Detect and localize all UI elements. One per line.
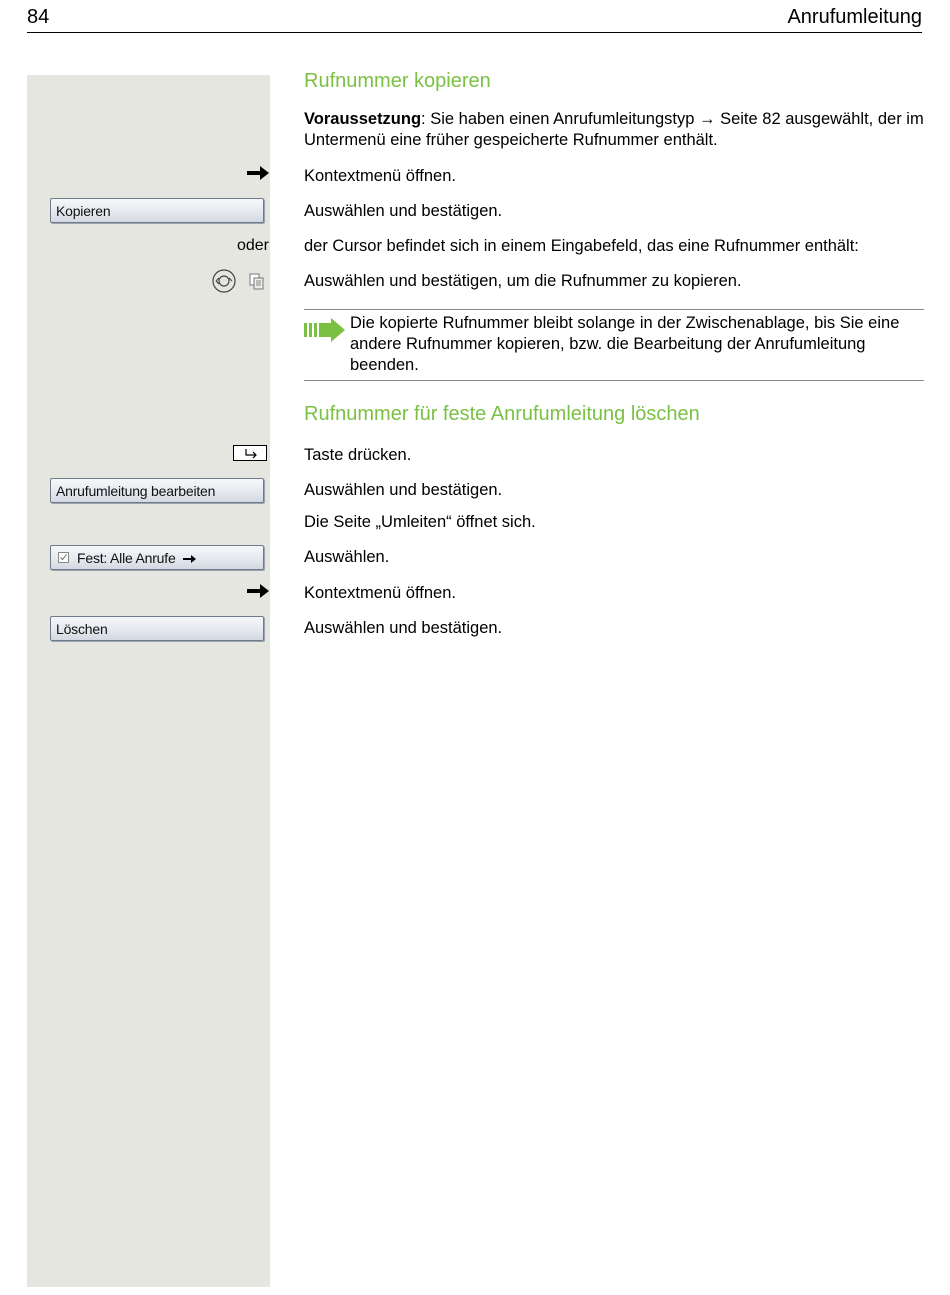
fest-label: Fest: Alle Anrufe: [77, 550, 176, 566]
note-arrow-icon: [304, 318, 346, 347]
kopieren-label: Kopieren: [56, 203, 111, 219]
note-rule-top: [304, 309, 924, 310]
copy-icon: [249, 273, 265, 296]
step-select-confirm-2: Auswählen und bestätigen.: [304, 481, 503, 499]
header-rule: [27, 32, 922, 33]
step-page-opens: Die Seite „Umleiten“ öffnet sich.: [304, 513, 536, 531]
step-cursor-field: der Cursor befindet sich in einem Eingabefeld, das eine Rufnummer enthält:: [304, 237, 859, 255]
step-select-confirm-3: Auswählen und bestätigen.: [304, 619, 503, 637]
step-select: Auswählen.: [304, 548, 390, 566]
step-context-menu-2: Kontextmenü öffnen.: [304, 584, 456, 602]
loeschen-label: Löschen: [56, 621, 108, 637]
page-title: Anrufumleitung: [787, 6, 922, 28]
kopieren-button[interactable]: [50, 198, 264, 223]
prerequisite-text: [304, 109, 924, 151]
checkbox-icon: [58, 552, 69, 563]
note-text: Die kopierte Rufnummer bleibt solange in der Zwischenablage, bis Sie eine andere Rufnummer kopieren, bzw. die Bearbeitung der Anrufumleitung beenden.: [350, 314, 900, 374]
step-context-menu: Kontextmenü öffnen.: [304, 167, 456, 185]
section-heading-copy: Rufnummer kopieren: [304, 70, 491, 92]
prerequisite-body: : Sie haben einen Anrufumleitungstyp → Seite 82 ausgewählt, der im Untermenü eine früher gespeicherte Rufnummer enthält.: [304, 110, 924, 149]
section-heading-delete: Rufnummer für feste Anrufumleitung löschen: [304, 403, 700, 425]
forward-key-icon: [233, 445, 267, 466]
page-number: 84: [27, 6, 50, 28]
anrufumleitung-bearbeiten-button[interactable]: [50, 478, 264, 503]
step-copy-number: Auswählen und bestätigen, um die Rufnummer zu kopieren.: [304, 272, 742, 290]
prerequisite-label: Voraussetzung: [304, 110, 422, 128]
note-rule-bottom: [304, 380, 924, 381]
arrow-right-icon-2: [246, 582, 270, 604]
fest-alle-anrufe-button[interactable]: [50, 545, 264, 570]
bearbeiten-label: Anrufumleitung bearbeiten: [56, 483, 216, 499]
step-select-confirm: Auswählen und bestätigen.: [304, 202, 503, 220]
arrow-right-small-icon: [183, 554, 197, 564]
oder-label: oder: [236, 237, 269, 254]
sidebar-panel: [27, 75, 270, 1287]
arrow-right-icon: [246, 164, 270, 186]
navigation-key-icon: [212, 269, 236, 298]
step-press-key: Taste drücken.: [304, 446, 412, 464]
loeschen-button[interactable]: [50, 616, 264, 641]
